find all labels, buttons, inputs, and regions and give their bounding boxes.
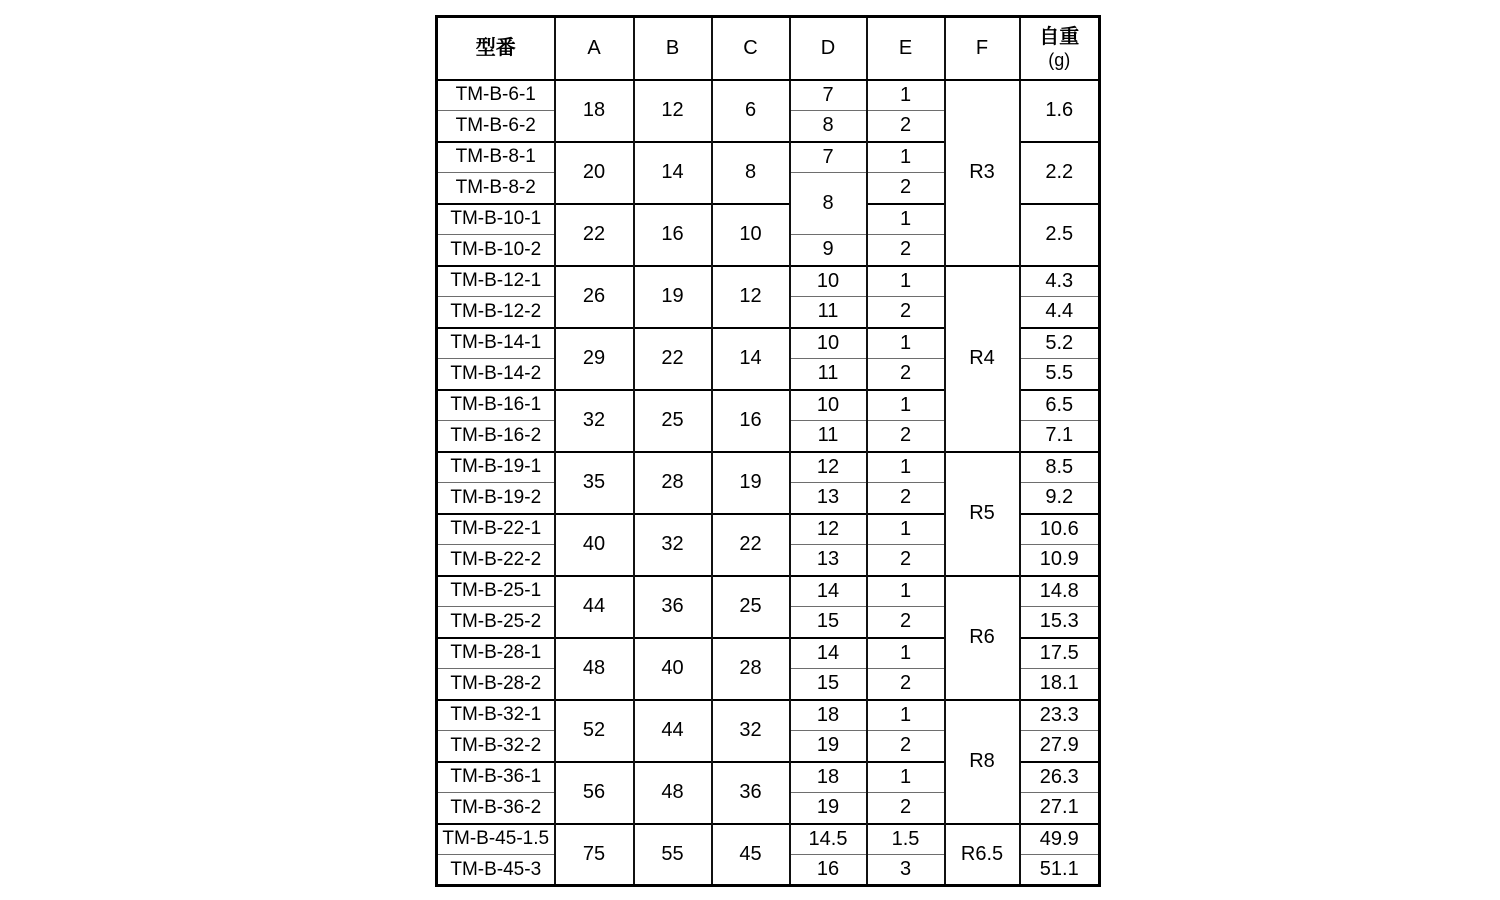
table-cell: 3: [867, 855, 945, 886]
table-cell: 51.1: [1020, 855, 1100, 886]
table-cell: 2: [867, 793, 945, 824]
table-cell: 5.5: [1020, 359, 1100, 390]
table-cell: 15.3: [1020, 607, 1100, 638]
model-number-cell: TM-B-14-2: [437, 359, 555, 390]
table-cell: 2: [867, 173, 945, 204]
table-cell: 12: [712, 266, 790, 328]
table-cell: 1: [867, 204, 945, 235]
table-cell: 2: [867, 607, 945, 638]
table-cell: 2: [867, 421, 945, 452]
table-cell: 7: [790, 80, 867, 111]
table-cell: 55: [634, 824, 712, 886]
table-cell: 4.3: [1020, 266, 1100, 297]
model-number-cell: TM-B-45-1.5: [437, 824, 555, 855]
table-cell: 14.5: [790, 824, 867, 855]
table-cell: 19: [790, 793, 867, 824]
model-number-cell: TM-B-22-1: [437, 514, 555, 545]
model-number-cell: TM-B-6-2: [437, 111, 555, 142]
table-cell: 10: [790, 390, 867, 421]
table-cell: 25: [712, 576, 790, 638]
table-cell: 1: [867, 80, 945, 111]
table-cell: 1: [867, 390, 945, 421]
table-cell: 1.6: [1020, 80, 1100, 142]
table-row: [437, 266, 1100, 297]
model-number-cell: TM-B-16-1: [437, 390, 555, 421]
model-number-cell: TM-B-22-2: [437, 545, 555, 576]
table-cell: 6: [712, 80, 790, 142]
table-cell: 40: [634, 638, 712, 700]
column-header-label: A: [587, 37, 601, 60]
model-number-cell: TM-B-10-2: [437, 235, 555, 266]
table-cell: 48: [634, 762, 712, 824]
column-header-label: B: [665, 37, 680, 60]
table-cell: 44: [634, 700, 712, 762]
table-cell: 48: [555, 638, 634, 700]
table-cell: 2: [867, 731, 945, 762]
table-cell: 1: [867, 452, 945, 483]
table-cell: 22: [555, 204, 634, 266]
table-row: [437, 452, 1100, 483]
table-cell: 49.9: [1020, 824, 1100, 855]
model-number-cell: TM-B-25-2: [437, 607, 555, 638]
table-cell: 6.5: [1020, 390, 1100, 421]
table-cell: 1: [867, 762, 945, 793]
table-cell: 12: [790, 452, 867, 483]
table-cell: 19: [712, 452, 790, 514]
table-cell: 14: [790, 638, 867, 669]
table-cell: 10: [712, 204, 790, 266]
table-cell: 14: [634, 142, 712, 204]
table-cell: 1: [867, 638, 945, 669]
column-header-label: D: [820, 37, 836, 60]
table-cell: R6.5: [945, 824, 1020, 886]
table-cell: 11: [790, 297, 867, 328]
table-cell: 2.5: [1020, 204, 1100, 266]
table-cell: 52: [555, 700, 634, 762]
spec-table: [435, 15, 1101, 887]
table-cell: 1: [867, 328, 945, 359]
header-row: [437, 17, 1100, 80]
table-cell: 18: [790, 762, 867, 793]
column-header-label: C: [743, 37, 758, 60]
table-cell: 1: [867, 576, 945, 607]
table-cell: 8: [712, 142, 790, 204]
table-cell: 14: [790, 576, 867, 607]
table-cell: R8: [945, 700, 1020, 824]
table-cell: R6: [945, 576, 1020, 700]
table-cell: 2: [867, 669, 945, 700]
column-header-f: [945, 17, 1020, 80]
table-cell: 12: [790, 514, 867, 545]
model-number-cell: TM-B-28-2: [437, 669, 555, 700]
table-cell: 15: [790, 669, 867, 700]
column-header-label: 自重: [1039, 26, 1080, 49]
table-cell: 56: [555, 762, 634, 824]
table-cell: 2: [867, 111, 945, 142]
table-cell: 15: [790, 607, 867, 638]
table-cell: 35: [555, 452, 634, 514]
table-cell: 19: [634, 266, 712, 328]
table-cell: 1.5: [867, 824, 945, 855]
table-cell: 18.1: [1020, 669, 1100, 700]
model-number-cell: TM-B-12-1: [437, 266, 555, 297]
model-number-cell: TM-B-28-1: [437, 638, 555, 669]
spec-table-body: [437, 80, 1100, 886]
table-cell: 10.9: [1020, 545, 1100, 576]
table-cell: R5: [945, 452, 1020, 576]
table-cell: 2: [867, 297, 945, 328]
table-cell: 7.1: [1020, 421, 1100, 452]
table-cell: 36: [712, 762, 790, 824]
column-header-model: [437, 17, 555, 80]
model-number-cell: TM-B-8-2: [437, 173, 555, 204]
model-number-cell: TM-B-12-2: [437, 297, 555, 328]
table-cell: 2: [867, 483, 945, 514]
table-row: [437, 700, 1100, 731]
table-cell: 32: [555, 390, 634, 452]
table-cell: 8: [790, 111, 867, 142]
table-cell: 40: [555, 514, 634, 576]
column-header-c: [712, 17, 790, 80]
table-cell: 26: [555, 266, 634, 328]
table-cell: 18: [790, 700, 867, 731]
table-cell: 4.4: [1020, 297, 1100, 328]
table-cell: 10.6: [1020, 514, 1100, 545]
table-cell: 2.2: [1020, 142, 1100, 204]
table-cell: 9.2: [1020, 483, 1100, 514]
table-cell: 22: [634, 328, 712, 390]
table-cell: R3: [945, 80, 1020, 266]
table-cell: 14.8: [1020, 576, 1100, 607]
table-cell: 27.1: [1020, 793, 1100, 824]
table-cell: 18: [555, 80, 634, 142]
model-number-cell: TM-B-36-2: [437, 793, 555, 824]
model-number-cell: TM-B-32-2: [437, 731, 555, 762]
table-cell: 75: [555, 824, 634, 886]
table-cell: 32: [712, 700, 790, 762]
model-number-cell: TM-B-8-1: [437, 142, 555, 173]
table-cell: 13: [790, 483, 867, 514]
table-cell: 11: [790, 421, 867, 452]
spec-table-container: [435, 15, 1101, 887]
table-cell: 36: [634, 576, 712, 638]
column-header-d: [790, 17, 867, 80]
table-cell: 20: [555, 142, 634, 204]
table-cell: 2: [867, 235, 945, 266]
table-cell: 44: [555, 576, 634, 638]
table-cell: 7: [790, 142, 867, 173]
table-cell: 32: [634, 514, 712, 576]
table-cell: 2: [867, 545, 945, 576]
table-cell: 16: [634, 204, 712, 266]
table-cell: 10: [790, 328, 867, 359]
model-number-cell: TM-B-32-1: [437, 700, 555, 731]
table-cell: 12: [634, 80, 712, 142]
table-cell: R4: [945, 266, 1020, 452]
table-cell: 16: [712, 390, 790, 452]
model-number-cell: TM-B-36-1: [437, 762, 555, 793]
spec-table-header: [437, 17, 1100, 80]
model-number-cell: TM-B-19-1: [437, 452, 555, 483]
table-cell: 27.9: [1020, 731, 1100, 762]
table-cell: 1: [867, 700, 945, 731]
table-cell: 2: [867, 359, 945, 390]
table-cell: 13: [790, 545, 867, 576]
column-header-weight: [1020, 17, 1100, 80]
table-row: [437, 576, 1100, 607]
column-header-label: 型番: [475, 37, 516, 60]
model-number-cell: TM-B-45-3: [437, 855, 555, 886]
table-cell: 9: [790, 235, 867, 266]
table-row: [437, 824, 1100, 855]
table-cell: 5.2: [1020, 328, 1100, 359]
table-cell: 45: [712, 824, 790, 886]
model-number-cell: TM-B-25-1: [437, 576, 555, 607]
table-cell: 1: [867, 514, 945, 545]
table-cell: 28: [712, 638, 790, 700]
model-number-cell: TM-B-10-1: [437, 204, 555, 235]
table-cell: 14: [712, 328, 790, 390]
column-header-label: E: [898, 37, 913, 60]
table-cell: 11: [790, 359, 867, 390]
table-cell: 10: [790, 266, 867, 297]
column-header-unit: (g): [1048, 50, 1071, 71]
column-header-b: [634, 17, 712, 80]
column-header-a: [555, 17, 634, 80]
table-cell: 1: [867, 266, 945, 297]
table-cell: 26.3: [1020, 762, 1100, 793]
table-cell: 25: [634, 390, 712, 452]
model-number-cell: TM-B-19-2: [437, 483, 555, 514]
table-cell: 1: [867, 142, 945, 173]
model-number-cell: TM-B-6-1: [437, 80, 555, 111]
column-header-label: F: [975, 37, 989, 60]
table-cell: 17.5: [1020, 638, 1100, 669]
table-cell: 23.3: [1020, 700, 1100, 731]
model-number-cell: TM-B-16-2: [437, 421, 555, 452]
table-cell: 29: [555, 328, 634, 390]
table-cell: 19: [790, 731, 867, 762]
column-header-e: [867, 17, 945, 80]
table-cell: 28: [634, 452, 712, 514]
table-cell: 16: [790, 855, 867, 886]
table-row: [437, 80, 1100, 111]
table-cell: 8.5: [1020, 452, 1100, 483]
model-number-cell: TM-B-14-1: [437, 328, 555, 359]
table-cell: 8: [790, 173, 867, 235]
table-cell: 22: [712, 514, 790, 576]
